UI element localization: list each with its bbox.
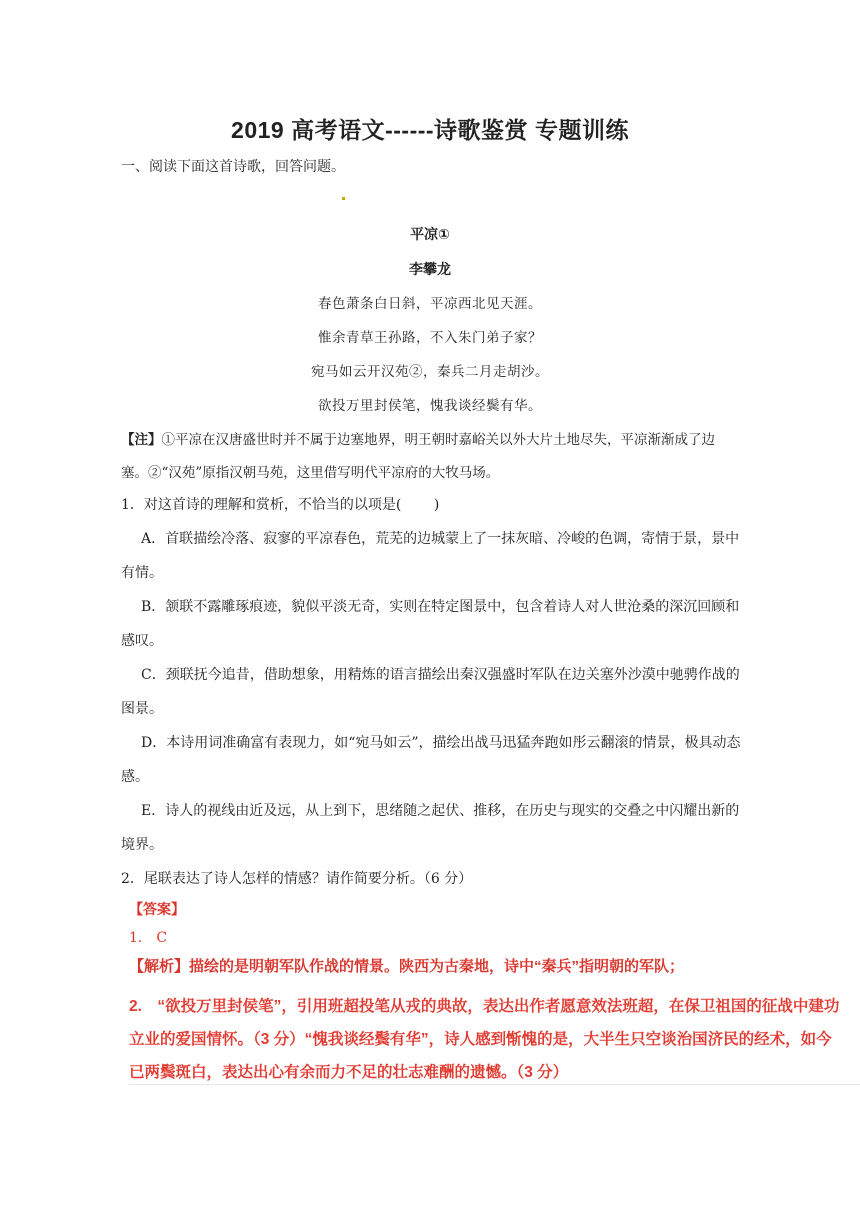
section-intro: 一、阅读下面这首诗歌，回答问题。	[121, 159, 345, 175]
answer-1: 1. C	[129, 930, 168, 946]
answer-heading: 【答案】	[129, 902, 185, 918]
note-text: ①平凉在汉唐盛世时并不属于边塞地界，明王朝时嘉峪关以外大片土地尽失，平凉渐渐成了边塞。②“汉苑”原指汉朝马苑，这里借写明代平凉府的大牧马场。	[121, 432, 715, 481]
document-title: 2019 高考语文------诗歌鉴赏 专题训练	[231, 117, 629, 143]
answer-analysis: 【解析】描绘的是明朝军队作战的情景。陕西为古秦地，诗中“秦兵”指明朝的军队；	[129, 958, 685, 975]
option-b: B．颔联不露雕琢痕迹，貌似平淡无奇，实则在特定图景中，包含着诗人对人世沧桑的深沉回顾和感叹。	[121, 599, 740, 649]
poem-line: 春色萧条白日斜，平凉西北见天涯。	[318, 296, 542, 312]
decorative-dot	[342, 197, 345, 200]
poem-line: 宛马如云开汉苑②，秦兵二月走胡沙。	[311, 364, 549, 380]
poem-title: 平凉①	[410, 226, 450, 242]
poem-line: 欲投万里封侯笔，愧我谈经鬓有华。	[318, 398, 542, 414]
poem-note	[121, 424, 741, 490]
answer-2: 2. “欲投万里封侯笔”，引用班超投笔从戎的典故，表达出作者愿意效法班超，在保卫祖国的征战中建功立业的爱国情怀。（3 分）“愧我谈经鬓有华”，诗人感到惭愧的是，大半生只空谈治国济民的经术，如今已两鬓斑白，表达出心有余而力不足的壮志难酬的遗憾。（3 分）	[129, 998, 840, 1081]
poem-line: 惟余青草王孙路，不入朱门弟子家？	[318, 330, 542, 346]
poem-author: 李攀龙	[409, 261, 451, 277]
option-d: D．本诗用词准确富有表现力，如“宛马如云”，描绘出战马迅猛奔跑如彤云翻滚的情景，极具动态感。	[121, 735, 741, 785]
note-tag: 【注】	[121, 432, 162, 448]
option-a: A．首联描绘冷落、寂寥的平凉春色，荒芜的边城蒙上了一抹灰暗、冷峻的色调，寄情于景，景中有情。	[121, 531, 740, 581]
divider-line	[129, 1084, 860, 1085]
question-2-stem: 2．尾联表达了诗人怎样的情感？请作简要分析。（6 分）	[121, 871, 473, 887]
option-e: E．诗人的视线由近及远，从上到下，思绪随之起伏、推移，在历史与现实的交叠之中闪耀出新的境界。	[121, 803, 740, 853]
question-1-stem: 1．对这首诗的理解和赏析，不恰当的以项是( )	[121, 497, 440, 513]
option-c: C．颈联抚今追昔，借助想象，用精炼的语言描绘出秦汉强盛时军队在边关塞外沙漠中驰骋作战的图景。	[121, 667, 740, 717]
